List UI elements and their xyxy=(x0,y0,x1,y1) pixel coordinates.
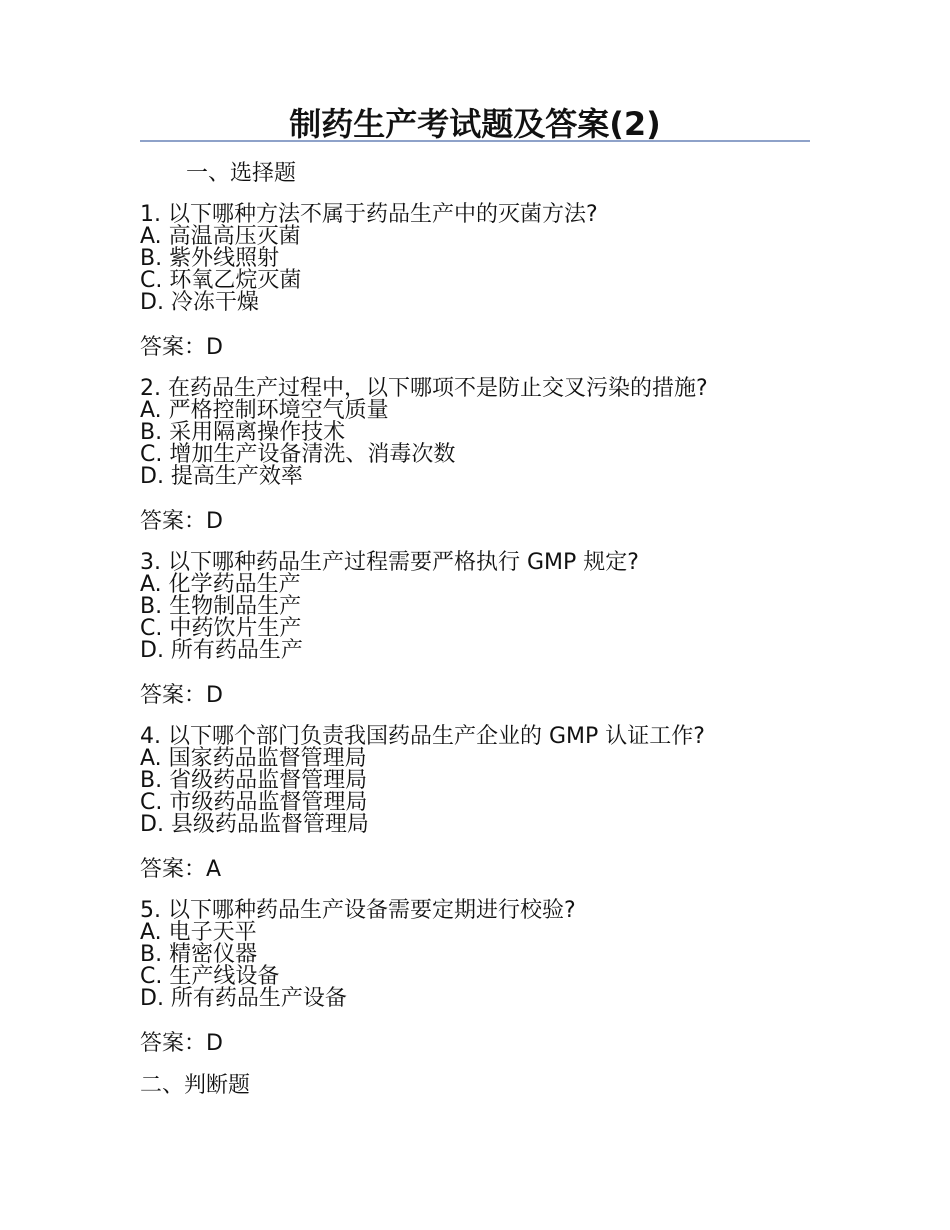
option-a: A. 严格控制环境空气质量 xyxy=(140,398,389,423)
question-1 xyxy=(140,202,820,360)
option-b: B. 采用隔离操作技术 xyxy=(140,420,346,445)
title-underline xyxy=(140,140,810,142)
option-b: B. 紫外线照射 xyxy=(140,246,280,271)
question-stem: 3. 以下哪种药品生产过程需要严格执行 GMP 规定? xyxy=(140,550,639,575)
question-stem: 4. 以下哪个部门负责我国药品生产企业的 GMP 认证工作? xyxy=(140,724,705,749)
option-a: A. 高温高压灭菌 xyxy=(140,224,301,249)
option-d: D. 提高生产效率 xyxy=(140,464,303,489)
question-stem: 2. 在药品生产过程中，以下哪项不是防止交叉污染的措施? xyxy=(140,376,708,401)
option-b: B. 精密仪器 xyxy=(140,942,258,967)
option-d: D. 冷冻干燥 xyxy=(140,290,259,315)
option-a: A. 国家药品监督管理局 xyxy=(140,746,367,771)
answer: 答案：D xyxy=(140,683,223,708)
question-5 xyxy=(140,898,820,1056)
section-heading-true-false: 二、判断题 xyxy=(140,1073,251,1098)
question-stem: 1. 以下哪种方法不属于药品生产中的灭菌方法? xyxy=(140,202,598,227)
answer: 答案：D xyxy=(140,509,223,534)
answer: 答案：D xyxy=(140,1031,223,1056)
option-a: A. 电子天平 xyxy=(140,920,257,945)
question-stem: 5. 以下哪种药品生产设备需要定期进行校验? xyxy=(140,898,576,923)
option-b: B. 生物制品生产 xyxy=(140,594,302,619)
option-c: C. 环氧乙烷灭菌 xyxy=(140,268,302,293)
question-2 xyxy=(140,376,820,534)
answer: 答案：D xyxy=(140,335,223,360)
option-c: C. 生产线设备 xyxy=(140,964,280,989)
document-title: 制药生产考试题及答案(2) xyxy=(289,105,661,143)
option-b: B. 省级药品监督管理局 xyxy=(140,768,368,793)
option-d: D. 所有药品生产设备 xyxy=(140,986,347,1011)
option-c: C. 中药饮片生产 xyxy=(140,616,302,641)
question-4 xyxy=(140,724,820,882)
option-c: C. 市级药品监督管理局 xyxy=(140,790,368,815)
question-3 xyxy=(140,550,820,708)
option-a: A. 化学药品生产 xyxy=(140,572,301,597)
answer: 答案：A xyxy=(140,857,222,882)
option-d: D. 县级药品监督管理局 xyxy=(140,812,369,837)
option-c: C. 增加生产设备清洗、消毒次数 xyxy=(140,442,456,467)
option-d: D. 所有药品生产 xyxy=(140,638,303,663)
section-heading-multiple-choice: 一、选择题 xyxy=(186,161,297,186)
